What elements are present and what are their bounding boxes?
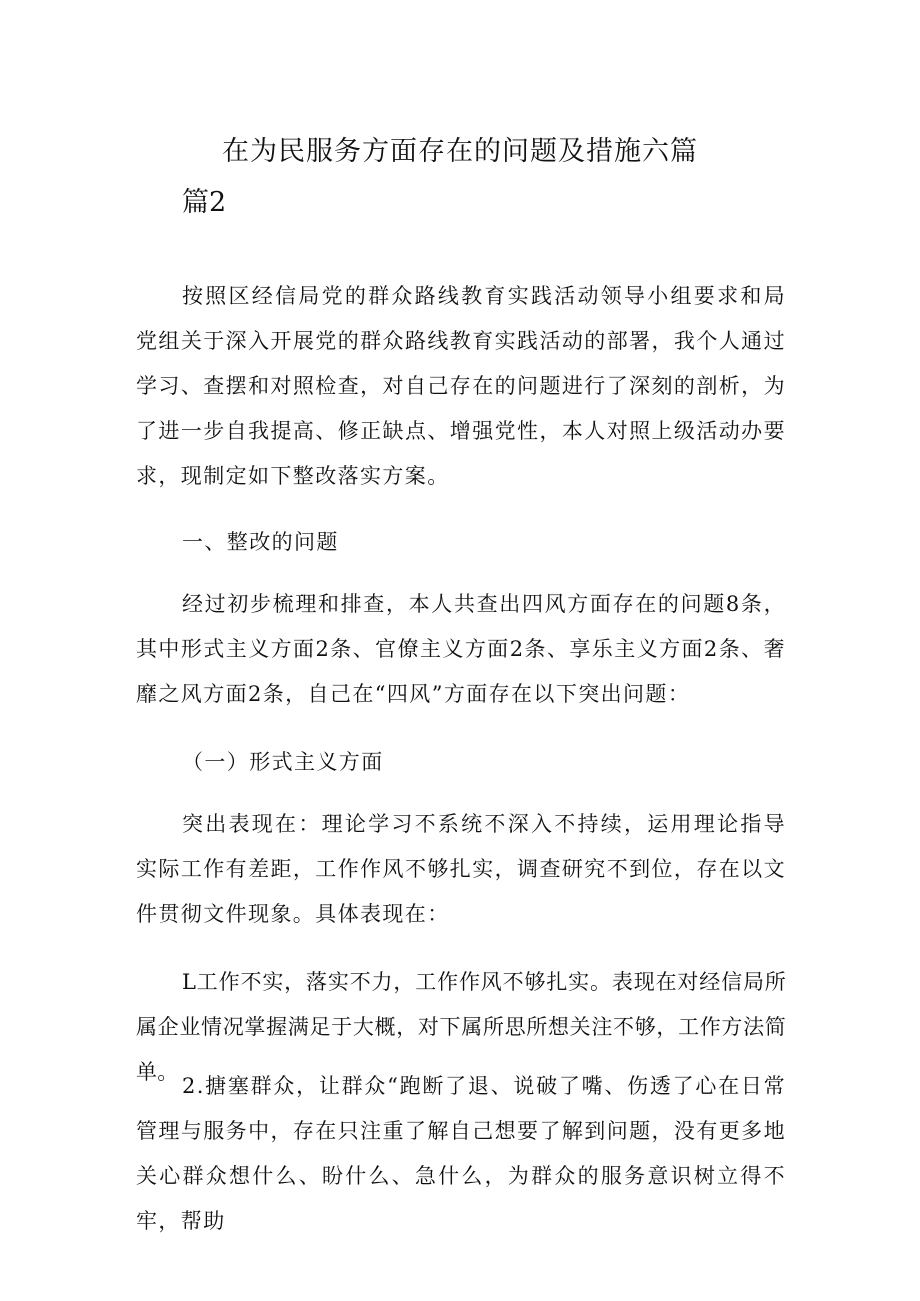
heading-rectification-issues: 一、整改的问题	[182, 530, 339, 554]
paragraph-item-2: 2.搪塞群众，让群众“跑断了退、说破了嘴、伤透了心在日常管理与服务中，存在只注重了解自己想要了解到问题，没有更多地关心群众想什么、盼什么、急什么，为群众的服务意识树立得不牢，帮助	[136, 1074, 786, 1233]
paragraph-item-1: L工作不实，落实不力，工作作风不够扎实。表现在对经信局所属企业情况掌握满足于大概，对下属所思所想关注不够，工作方法简单。	[136, 970, 786, 1084]
document-title: 在为民服务方面存在的问题及措施六篇	[222, 136, 698, 167]
paragraph-issues-summary: 经过初步梳理和排查，本人共查出四风方面存在的问题8条，其中形式主义方面2条、官僚主义方面2条、享乐主义方面2条、奢靡之风方面2条，自己在“四风”方面存在以下突出问题：	[136, 592, 786, 706]
heading-formalism: （一）形式主义方面	[182, 750, 384, 774]
section-heading: 篇2	[182, 187, 227, 218]
paragraph-intro: 按照区经信局党的群众路线教育实践活动领导小组要求和局党组关于深入开展党的群众路线教育实践活动的部署，我个人通过学习、查摆和对照检查，对自己存在的问题进行了深刻的剖析，为了进一步自我提高、修正缺点、增强党性，本人对照上级活动办要求，现制定如下整改落实方案。	[136, 284, 786, 488]
paragraph-formalism-overview: 突出表现在：理论学习不系统不深入不持续，运用理论指导实际工作有差距，工作作风不够扎实，调查研究不到位，存在以文件贯彻文件现象。具体表现在：	[136, 812, 786, 926]
